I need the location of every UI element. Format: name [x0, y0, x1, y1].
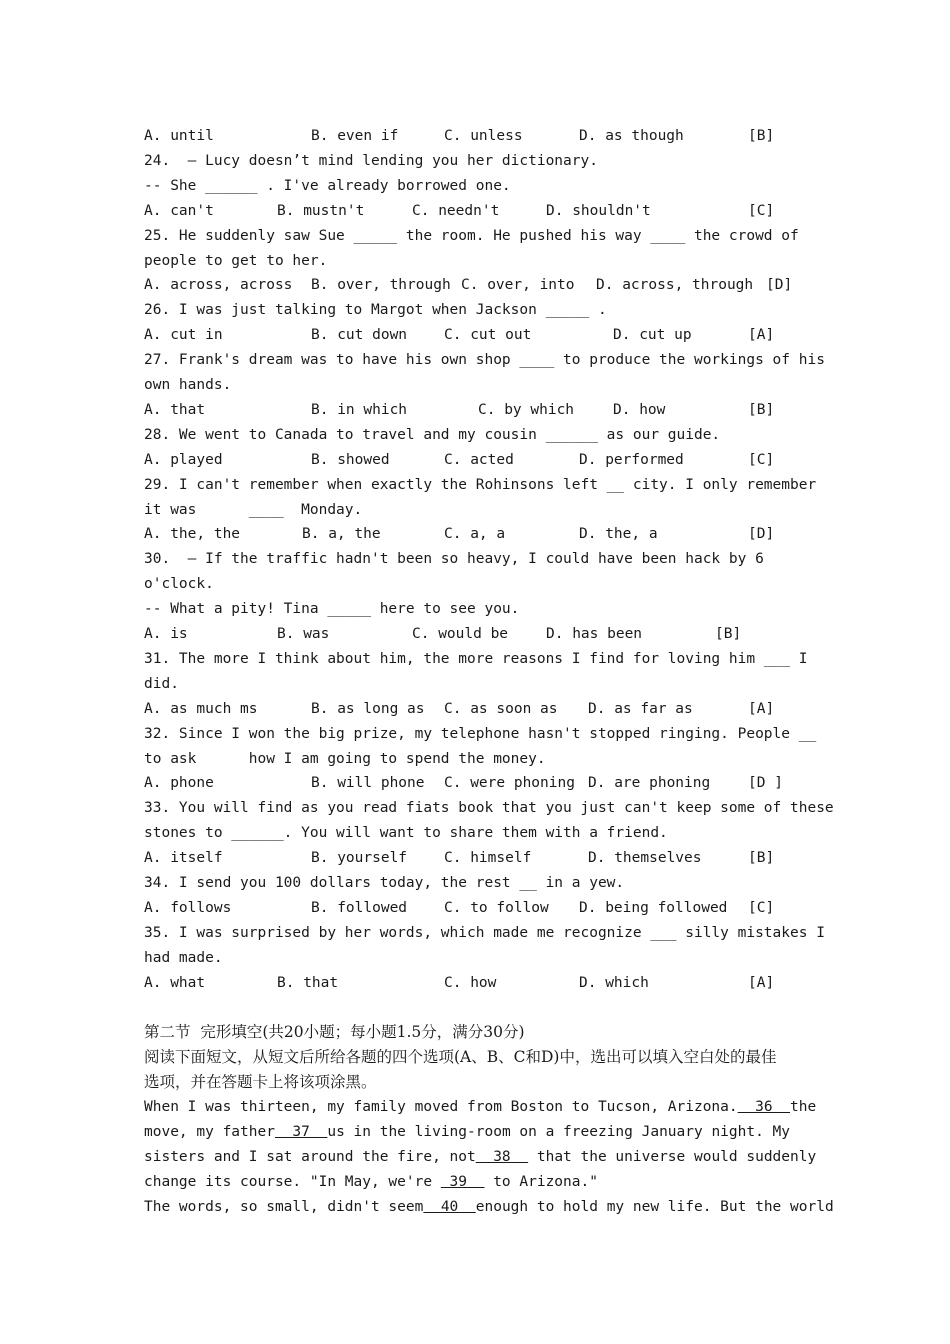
option-c: C. cut out [444, 327, 532, 344]
option-c: C. acted [444, 451, 514, 468]
option-a: A. what [144, 974, 206, 991]
option-d: D. has been [546, 626, 643, 642]
option-d: D. cut up [613, 327, 692, 344]
option-b: B. as long as [311, 700, 425, 717]
option-a: A. the, the [144, 526, 241, 543]
option-d: D. as far as [588, 700, 693, 717]
question-stem-line: stones to ______. You will want to share them with a friend. [144, 825, 668, 842]
answer-key: [D ] [748, 775, 783, 792]
cloze-blank: 39 [440, 1173, 485, 1190]
question-stem-line: -- What a pity! Tina _____ here to see you. [144, 601, 520, 618]
answer-key: [C] [748, 451, 775, 468]
answer-key: [C] [748, 899, 775, 916]
answer-key: [B] [748, 128, 775, 144]
answer-key: [A] [748, 327, 775, 344]
option-b: B. even if [311, 128, 399, 144]
option-d: D. across, through [596, 277, 754, 294]
question-stem-line: 26. I was just talking to Margot when Jackson _____ . [144, 302, 607, 319]
option-b: B. showed [311, 451, 390, 468]
passage-text: that the universe would suddenly [528, 1148, 817, 1165]
question-stem-line: 34. I send you 100 dollars today, the rest __ in a yew. [144, 875, 625, 891]
option-c: C. over, into [461, 277, 575, 294]
answer-key: [D] [748, 526, 775, 543]
cloze-blank: 38 [475, 1148, 529, 1165]
option-b: B. yourself [311, 850, 408, 867]
option-a: A. phone [144, 775, 214, 792]
question-stem-line: 28. We went to Canada to travel and my cousin ______ as our guide. [144, 426, 721, 443]
passage-text: the [790, 1099, 817, 1116]
option-c: C. himself [444, 850, 532, 867]
option-b: B. will phone [311, 775, 425, 792]
option-b: B. a, the [302, 526, 381, 543]
option-d: D. which [579, 974, 649, 991]
option-c: C. were phoning [444, 775, 575, 792]
question-stem-line: 30. – If the traffic hadn't been so heavy, I could have been hack by 6 [144, 551, 764, 568]
option-a: A. played [144, 451, 223, 468]
option-c: C. a, a [444, 526, 506, 543]
option-a: A. follows [144, 899, 232, 916]
question-stem-line: 29. I can't remember when exactly the Rohinsons left __ city. I only remember [144, 476, 817, 493]
option-a: A. until [144, 128, 214, 144]
option-d: D. as though [579, 128, 684, 144]
section-instructions: 阅读下面短文，从短文后所给各题的四个选项(A、B、C和D)中，选出可以填入空白处的最佳 [144, 1048, 777, 1067]
option-c: C. by which [478, 401, 575, 418]
answer-key: [C] [748, 202, 775, 219]
question-stem-line: did. [144, 675, 179, 692]
option-c: C. needn't [412, 202, 500, 219]
option-d: D. the, a [579, 526, 658, 543]
answer-key: [A] [748, 974, 775, 991]
passage-text: us in the living-room on a freezing January night. My [327, 1124, 791, 1140]
answer-key: [A] [748, 700, 775, 717]
option-c: C. as soon as [444, 700, 558, 717]
option-c: C. to follow [444, 899, 549, 916]
passage-text: to Arizona." [484, 1173, 598, 1190]
passage-text: enough to hold my new life. But the world [475, 1198, 834, 1215]
option-d: D. performed [579, 451, 684, 468]
option-b: B. cut down [311, 327, 408, 344]
question-stem-line: it was ____ Monday. [144, 501, 363, 518]
option-a: A. across, across [144, 277, 293, 294]
option-d: D. are phoning [588, 775, 711, 792]
answer-key: [B] [748, 850, 775, 867]
option-b: B. was [277, 626, 330, 642]
option-b: B. over, through [311, 277, 451, 294]
option-b: B. followed [311, 899, 408, 916]
question-stem-line: to ask how I am going to spend the money. [144, 750, 546, 767]
passage-line [144, 1145, 816, 1170]
question-stem-line: had made. [144, 949, 223, 966]
passage-text: When I was thirteen, my family moved from Boston to Tucson, Arizona. [144, 1099, 738, 1116]
passage-text: sisters and I sat around the fire, not [144, 1148, 476, 1165]
cloze-blank: 36 [737, 1099, 791, 1116]
passage-text: The words, so small, didn't seem [144, 1198, 424, 1215]
passage-line [144, 1095, 816, 1120]
question-stem-line: 25. He suddenly saw Sue _____ the room. He pushed his way ____ the crowd of [144, 227, 799, 244]
option-d: D. how [613, 401, 666, 418]
question-stem-line: 32. Since I won the big prize, my telephone hasn't stopped ringing. People __ [144, 725, 817, 742]
option-c: C. would be [412, 626, 509, 642]
passage-text: change its course. "In May, we're [144, 1173, 441, 1190]
option-a: A. cut in [144, 327, 223, 344]
question-stem-line: 35. I was surprised by her words, which made me recognize ___ silly mistakes I [144, 924, 825, 941]
option-d: D. being followed [579, 899, 728, 916]
option-a: A. as much ms [144, 700, 258, 717]
cloze-blank: 37 [274, 1124, 328, 1140]
option-a: A. itself [144, 850, 223, 867]
passage-line [144, 1195, 834, 1220]
passage-line [144, 1120, 790, 1145]
question-stem-line: -- She ______ . I've already borrowed one. [144, 177, 511, 194]
answer-key: [B] [748, 401, 775, 418]
question-stem-line: 31. The more I think about him, the more reasons I find for loving him ___ I [144, 650, 808, 667]
option-a: A. can't [144, 202, 214, 219]
option-b: B. that [277, 974, 339, 991]
question-stem-line: people to get to her. [144, 252, 328, 269]
option-b: B. mustn't [277, 202, 365, 219]
question-stem-line: 27. Frank's dream was to have his own shop ____ to produce the workings of his [144, 352, 825, 369]
answer-key: [B] [715, 626, 742, 642]
passage-line [144, 1170, 598, 1195]
question-stem-line: 24. – Lucy doesn’t mind lending you her dictionary. [144, 152, 598, 169]
question-stem-line: o'clock. [144, 576, 214, 593]
answer-key: [D] [766, 277, 793, 294]
question-stem-line: 33. You will find as you read fiats book that you just can't keep some of these [144, 800, 834, 817]
section-instructions: 选项，并在答题卡上将该项涂黑。 [144, 1073, 377, 1092]
option-c: C. how [444, 974, 497, 991]
option-a: A. is [144, 626, 188, 642]
section-heading: 第二节 完形填空(共20小题；每小题1.5分，满分30分) [144, 1023, 525, 1042]
cloze-blank: 40 [423, 1198, 476, 1215]
option-d: D. shouldn't [546, 202, 651, 219]
option-a: A. that [144, 401, 206, 418]
option-d: D. themselves [588, 850, 702, 867]
passage-text: move, my father [144, 1124, 275, 1140]
option-c: C. unless [444, 128, 523, 144]
question-stem-line: own hands. [144, 377, 232, 393]
option-b: B. in which [311, 401, 408, 418]
